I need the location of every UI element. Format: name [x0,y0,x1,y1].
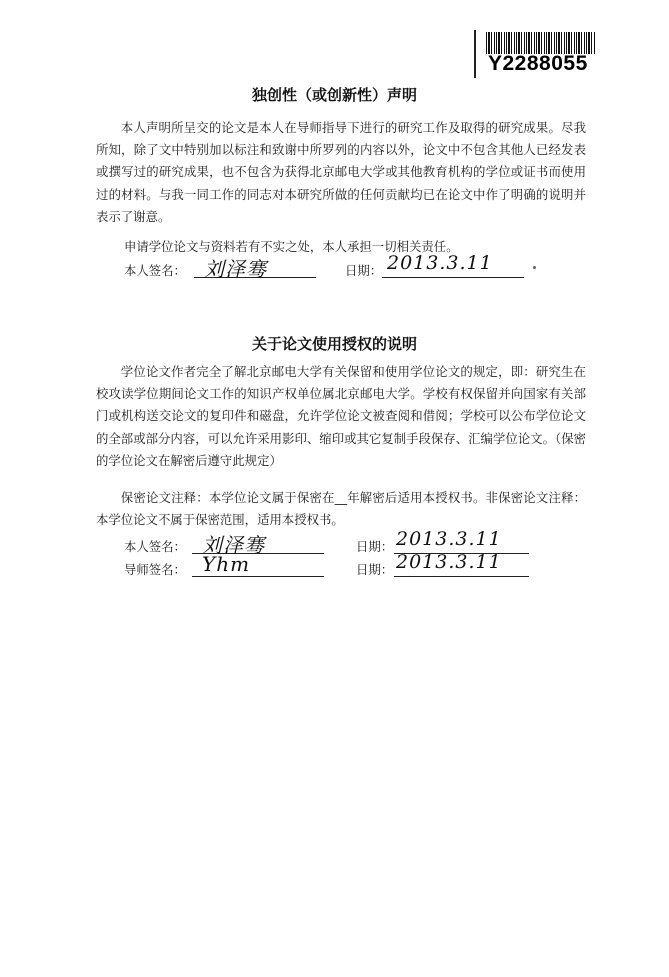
author-date: 2013.3.11 [396,528,502,550]
advisor-signature-label: 导师签名： [124,562,186,577]
date-line [382,277,524,278]
declaration-signature-row [124,252,544,285]
scan-speck [533,266,536,269]
advisor-date-label: 日期： [356,562,394,577]
declaration-paragraph: 本人声明所呈交的论文是本人在导师指导下进行的研究工作及取得的研究成果。尽我所知，除了文中特别加以标注和致谢中所罗列的内容以外，论文中不包含其他人已经发表或撰写过的研究成果，也不包含为获得北京邮电大学或其他教育机构的学位或证书而使用过的材料。与我一同工作的同志对本研究所做的任何贡献均已在论文中作了明确的说明并表示了谢意。 [96,120,586,224]
author-signature: 刘泽骞 [204,257,267,281]
author-signature-label: 本人签名： [124,263,186,278]
declaration-date: 2013.3.11 [387,252,493,274]
authorization-advisor-row [124,551,534,584]
confidential-note: 保密论文注释：本学位论文属于保密在__年解密后适用本授权书。非保密论文注释：本学位论文不属于保密范围，适用本授权书。 [96,490,586,528]
barcode-block [474,30,596,78]
author-signature-label-2: 本人签名： [124,539,186,554]
advisor-signature-line [192,576,324,577]
barcode-graphic [486,32,596,54]
author-signature-2: 刘泽骞 [202,533,265,557]
advisor-date-line [394,576,529,577]
authorization-paragraph: 学位论文作者完全了解北京邮电大学有关保留和使用学位论文的规定，即：研究生在校攻读学位期间论文工作的知识产权单位属北京邮电大学。学校有权保留并向国家有关部门或机构送交论文的复印件和磁盘，允许学位论文被查阅和借阅；学校可以公布学位论文的全部或部分内容，可以允许采用影印、缩印或其它复制手段保存、汇编学位论文。（保密的学位论文在解密后遵守此规定） [96,364,586,468]
date-label: 日期： [345,263,383,278]
advisor-signature: Yhm [202,552,251,576]
authorization-title: 关于论文使用授权的说明 [251,335,417,353]
author-date-label: 日期： [356,539,394,554]
advisor-date: 2013.3.11 [396,551,502,573]
barcode-number: Y2288055 [488,52,588,75]
declaration-title: 独创性（或创新性）声明 [251,86,417,104]
responsibility-statement: 申请学位论文与资料若有不实之处，本人承担一切相关责任。 [124,239,459,254]
